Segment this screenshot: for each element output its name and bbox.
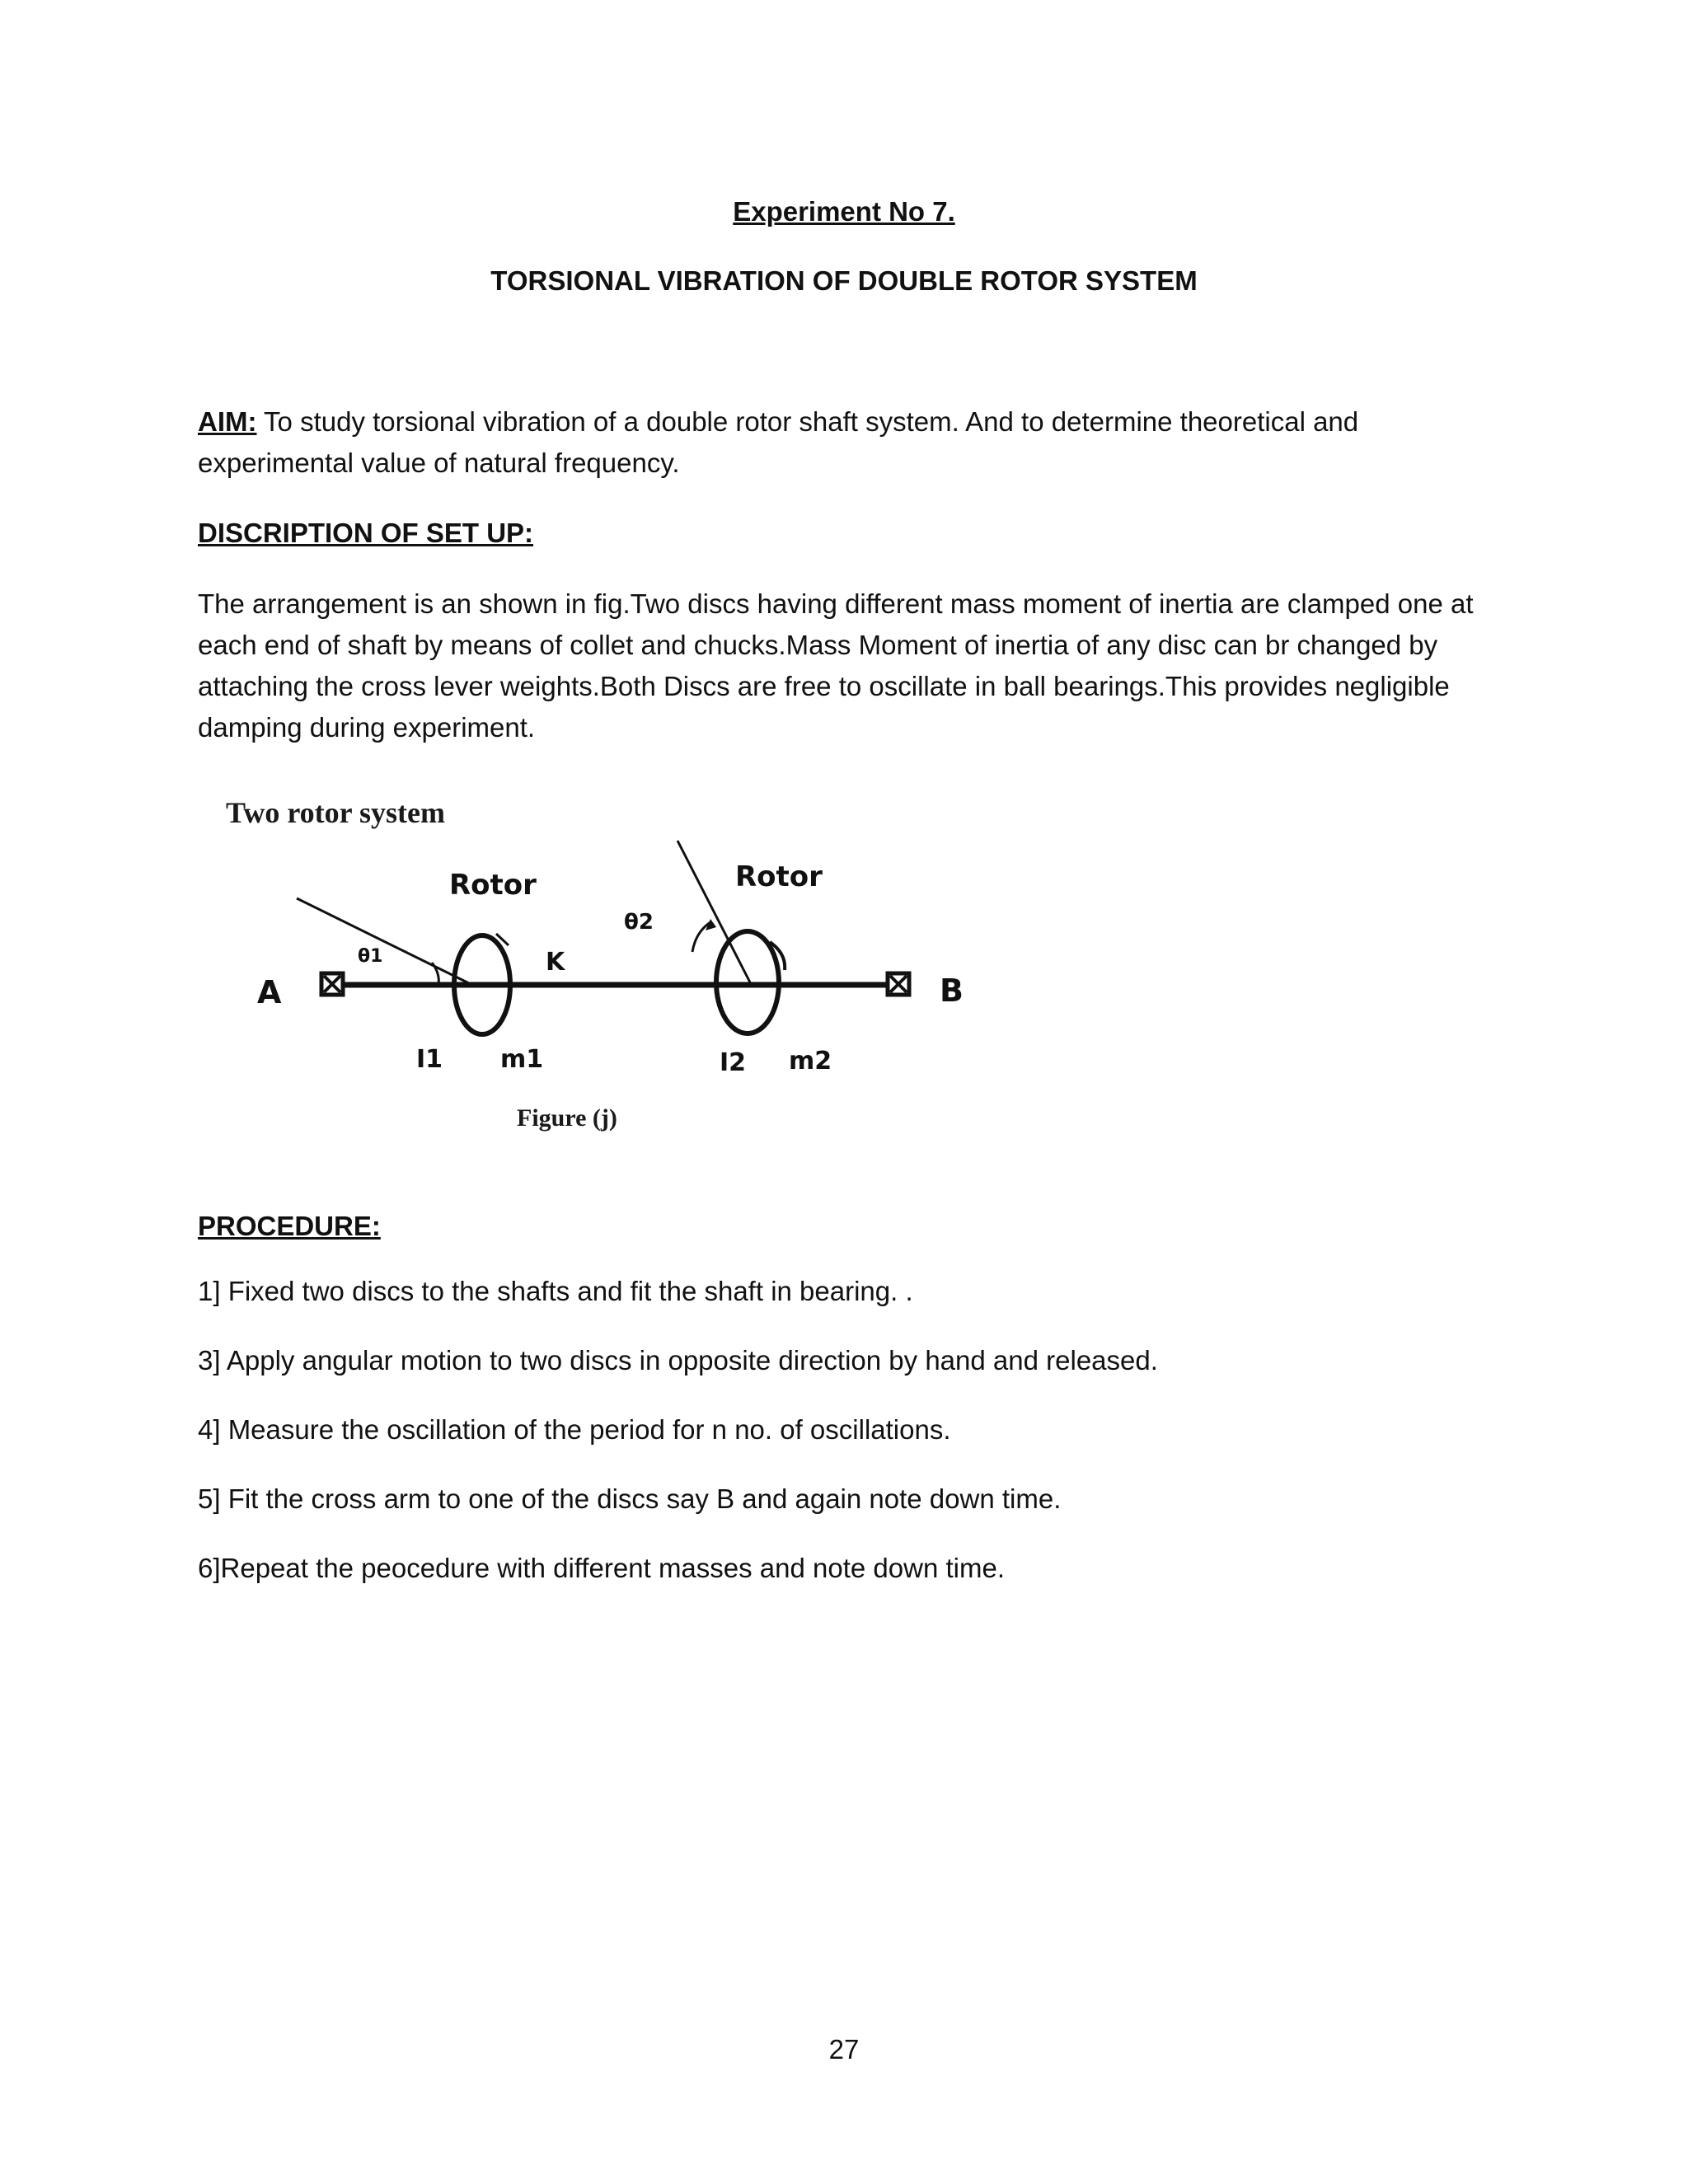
label-theta-2: θ2 [624,910,654,935]
procedure-step: 3] Apply angular motion to two discs in opposite direction by hand and released. [198,1345,1158,1376]
setup-body: The arrangement is an shown in fig.Two discs having different mass moment of inertia are clamped one at each end of shaft by means of collet and chucks.Mass Moment of inertia of any disc can br changed by attaching the cross lever weights.Both Discs are free to oscillate in ball bearings.This provides negligible damping during experiment. [198,588,1474,743]
procedure-heading: PROCEDURE: [198,1211,381,1241]
label-mass-1: m1 [500,1045,544,1074]
label-inertia-2: I2 [720,1048,747,1077]
two-rotor-diagram [216,787,1007,1158]
label-inertia-1: I1 [416,1045,443,1074]
aim-label: AIM: [198,406,257,437]
label-rotor-2: Rotor [735,860,823,893]
label-end-b: B [940,972,964,1009]
main-title: TORSIONAL VIBRATION OF DOUBLE ROTOR SYSTEM [490,265,1198,296]
aim-text: To study torsional vibration of a double rotor shaft system. And to determine theoretical and experimental value of natural frequency. [198,406,1359,478]
setup-heading: DISCRIPTION OF SET UP: [198,518,534,548]
procedure-step: 5] Fit the cross arm to one of the discs say B and again note down time. [198,1483,1062,1514]
procedure-step: 6]Repeat the peocedure with different masses and note down time. [198,1553,1005,1583]
experiment-title: Experiment No 7. [733,196,955,227]
figure-title: Two rotor system [226,796,445,829]
procedure-step: 1] Fixed two discs to the shafts and fit the shaft in bearing. . [198,1276,913,1306]
label-stiffness-k: K [546,948,565,977]
figure-caption: Figure (j) [517,1104,617,1132]
label-mass-2: m2 [789,1047,832,1076]
page-number: 27 [828,2034,860,2064]
theta-1-arc [432,963,438,985]
aim-paragraph [198,401,1517,484]
label-theta-1: θ1 [358,946,383,967]
label-end-a: A [257,974,282,1010]
procedure-step: 4] Measure the oscillation of the period for n no. of oscillations. [198,1414,951,1445]
label-rotor-1: Rotor [449,869,537,902]
two-rotor-figure [216,787,1007,1158]
